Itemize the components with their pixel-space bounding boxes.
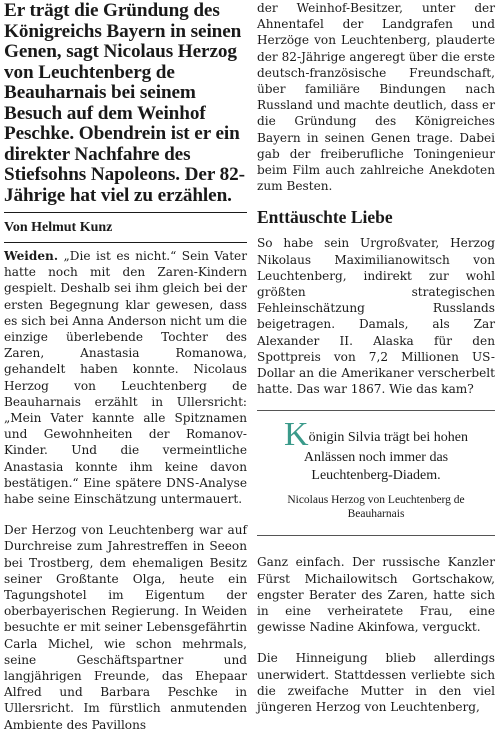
right-column — [257, 0, 495, 715]
pull-quote — [257, 410, 495, 536]
quote-dropcap: K — [284, 416, 309, 454]
teaser: Er trägt die Gründung des Königreichs Bayern in seinen Genen, sagt Nicolaus Herzog von Leuchtenberg de Beauharnais bei seinem Besuch auf dem Weinhof Peschke. Obendrein ist er ein direkter Nachfahre des Stiefsohns Napoleons. Der 82-Jährige hat viel zu erzählen. — [4, 0, 245, 206]
paragraph-3: So habe sein Urgroßvater, Herzog Nikolaus Maximilianowitsch von Leuchtenberg, indirekt zur wohl größten strategischen Fehleinschätzung Russlands beigetragen. Damals, als Zar Alexander II. Alaska für den Spottpreis von 7,2 Millionen US-Dollar an die Amerikaner verscherbelt hatte. Das war 1867. Wie das kam? — [257, 236, 495, 397]
dateline: Weiden. — [4, 249, 59, 263]
divider — [4, 212, 247, 213]
byline: Von Helmut Kunz — [4, 220, 113, 235]
subheading: Enttäuschte Liebe — [257, 207, 393, 228]
paragraph-1 — [4, 248, 247, 507]
paragraph-2: Der Herzog von Leuchtenberg war auf Durchreise zum Jahrestreffen in Seeon bei Trostberg, dem ehemaligen Besitz seiner Großtante Olga, heute ein Tagungshotel im Eigentum der oberbayerischen Regierung. In Weiden besuchte er mit seiner Lebensgefährtin Carla Michel, wie schon mehrmals, seine Geschäftspartner und langjährigen Freunde, das Ehepaar Alfred und Barbara Peschke in Ullersricht. Im fürstlich anmutenden Ambiente des Pavillons — [4, 523, 247, 732]
divider — [4, 242, 247, 243]
quote-body: önigin Silvia trägt bei hohen Anlässen noch immer das Leuchtenberg-Diadem. — [303, 430, 468, 483]
paragraph-1-text: „Die ist es nicht.“ Sein Vater hatte noch mit den Zaren-Kindern gespielt. Deshalb sei ihm gleich bei der ersten Begegnung klar gewesen, dass es sich bei Anna Anderson nicht um die einzige überlebende Tochter des Zaren, Anastasia Romanowa, gehandelt haben konnte. Nicolaus Herzog von Leuchtenberg de Beauharnais erzählt in Ullersricht: „Mein Vater kannte alle Spitznamen und Gewohnheiten der Romanov-Kinder. Und die vermeintliche Anastasia konnte ihm keine davon bestätigen.“ Eine spätere DNS-Analyse habe seine Einschätzung untermauert. — [4, 249, 247, 507]
paragraph-4: Ganz einfach. Der russische Kanzler Fürst Michailowitsch Gortschakow, engster Berater des Zaren, hatte sich in eine verheiratete Frau, eine gewisse Nadine Akinfowa, verguckt. — [257, 555, 495, 635]
quote-text — [263, 416, 489, 484]
left-column — [4, 0, 247, 733]
paragraph-5: Die Hinneigung blieb allerdings unerwidert. Stattdessen verliebte sich die zweifache Mutter in den viel jüngeren Herzog von Leuchtenberg, — [257, 651, 495, 715]
quote-source: Nicolaus Herzog von Leuchtenberg de Beauharnais — [287, 494, 465, 521]
paragraph-continued: der Weinhof-Besitzer, unter der Ahnentafel der Landgrafen und Herzöge von Leuchtenberg, plauderte der 82-Jährige angeregt über die erste deutsch-französische Freundschaft, über familiäre Bindungen nach Russland und machte deutlich, dass er die Gründung des Königreiches Bayern in seinen Genen trage. Dabei gab der freiberufliche Toningenieur beim Film auch zahlreiche Anekdoten zum Besten. — [257, 1, 495, 194]
